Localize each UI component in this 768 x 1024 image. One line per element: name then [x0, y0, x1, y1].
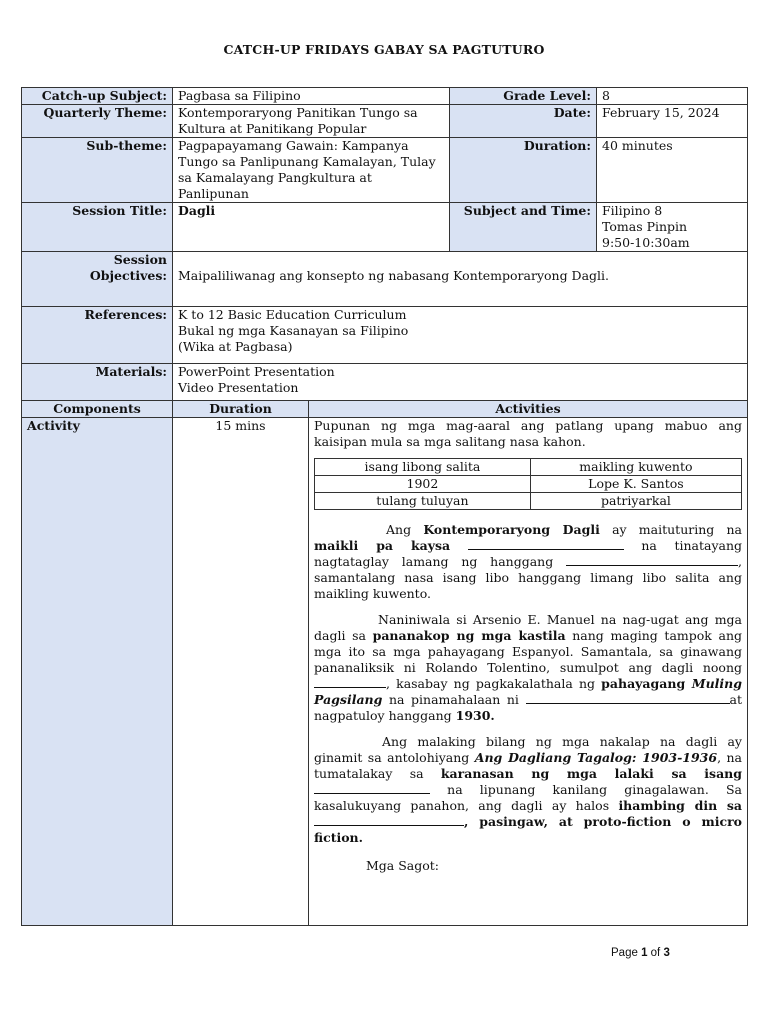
fill-blank[interactable] — [314, 782, 430, 794]
duration-label: Duration: — [450, 138, 597, 203]
p3-bold: karanasan ng mga lalaki sa isang — [440, 766, 742, 781]
date-label: Date: — [450, 105, 597, 138]
objectives-label — [22, 252, 173, 307]
word-box-row — [315, 476, 742, 493]
paragraph-3 — [314, 734, 742, 846]
subject-value: Pagbasa sa Filipino — [173, 88, 450, 105]
subject-time-line: 9:50-10:30am — [602, 235, 690, 250]
p1-bold: maikli pa kaysa — [314, 538, 451, 553]
activity-duration: 15 mins — [173, 418, 309, 926]
p1-text: na tinatayang nagtataglay lamang ng hanggang — [314, 538, 743, 569]
row-objectives — [22, 252, 748, 307]
session-title-value: Dagli — [173, 203, 450, 252]
row-components-header — [22, 401, 748, 418]
grade-label: Grade Level: — [450, 88, 597, 105]
fill-blank[interactable] — [314, 814, 464, 826]
fill-blank[interactable] — [526, 692, 730, 704]
page-number — [611, 947, 670, 959]
subtheme-label: Sub-theme: — [22, 138, 173, 203]
p1-text: Ang — [386, 522, 424, 537]
p3-text: Ang malaking bilang ng mga nakalap na dagli ay ginamit sa antolohiyang — [314, 734, 742, 765]
word-box-cell: patriyarkal — [530, 493, 741, 510]
p1-text: ay maituturing na — [599, 522, 742, 537]
page-of: of — [647, 947, 664, 959]
p2-text: nang maging tampok ang mga ito sa mga pahayagang Espanyol. Samantala, sa ginawang pananaliksik ni Rolando Tolentino, sumulpot ang dagli noong — [314, 628, 742, 675]
grade-value: 8 — [597, 88, 748, 105]
page-prefix: Page — [611, 947, 642, 959]
p2-text: , kasabay ng pagkakalathala ng — [386, 676, 602, 691]
word-box-cell: Lope K. Santos — [530, 476, 741, 493]
material-line: Video Presentation — [178, 380, 299, 395]
row-materials — [22, 364, 748, 401]
word-box-row — [315, 493, 742, 510]
materials-value — [173, 364, 748, 401]
p2-bold: 1930. — [455, 708, 495, 723]
word-box-row — [315, 459, 742, 476]
p3-bold: ihambing din sa — [618, 798, 742, 813]
references-value — [173, 307, 748, 364]
row-subject — [22, 88, 748, 105]
references-label: References: — [22, 307, 173, 364]
fill-blank[interactable] — [468, 538, 624, 550]
p2-bold-italic: Muling Pagsilang — [314, 676, 742, 707]
paragraph-2 — [314, 612, 742, 724]
p1-text: , samantalang nasa isang libo hanggang limang libo salita ang maikling kuwento. — [314, 554, 742, 601]
word-box — [314, 458, 742, 510]
p3-bold: , pasingaw, at proto-fiction o micro fiction. — [314, 814, 742, 845]
objectives-label-line: Objectives: — [89, 268, 167, 283]
theme-label: Quarterly Theme: — [22, 105, 173, 138]
row-activity — [22, 418, 748, 926]
p2-text: at nagpatuloy hanggang — [314, 692, 742, 723]
subject-time-value — [597, 203, 748, 252]
reference-line: (Wika at Pagbasa) — [178, 339, 293, 354]
row-subtheme — [22, 138, 748, 203]
reference-line: K to 12 Basic Education Curriculum — [178, 307, 407, 322]
p2-text: Naniniwala si Arsenio E. Manuel na nag-ugat ang mga dagli sa — [314, 612, 742, 643]
answers-label: Mga Sagot: — [366, 858, 440, 873]
material-line: PowerPoint Presentation — [178, 364, 335, 379]
activity-instruction: Pupunan ng mga mag-aaral ang patlang upang mabuo ang kaisipan mula sa mga salitang nasa kahon. — [314, 418, 742, 449]
subject-time-label: Subject and Time: — [450, 203, 597, 252]
row-references — [22, 307, 748, 364]
p2-bold: pahayagang — [601, 676, 692, 691]
objectives-value: Maipaliliwanag ang konsepto ng nabasang Kontemporaryong Dagli. — [173, 252, 748, 307]
subject-label: Catch-up Subject: — [22, 88, 173, 105]
subject-time-line: Tomas Pinpin — [602, 219, 688, 234]
session-title-label: Session Title: — [22, 203, 173, 252]
fill-blank[interactable] — [566, 554, 738, 566]
duration-header: Duration — [173, 401, 309, 418]
activities-header: Activities — [309, 401, 748, 418]
duration-value: 40 minutes — [597, 138, 748, 203]
word-box-cell: maikling kuwento — [530, 459, 741, 476]
p1-bold: Kontemporaryong Dagli — [423, 522, 600, 537]
subject-time-line: Filipino 8 — [602, 203, 663, 218]
word-box-cell: isang libong salita — [315, 459, 531, 476]
date-value: February 15, 2024 — [597, 105, 748, 138]
paragraph-1 — [314, 522, 742, 602]
components-header: Components — [22, 401, 173, 418]
row-session-title — [22, 203, 748, 252]
p3-text: , na tumatalakay sa — [314, 750, 742, 781]
word-box-cell: tulang tuluyan — [315, 493, 531, 510]
activity-component-label: Activity — [22, 418, 173, 926]
word-box-cell: 1902 — [315, 476, 531, 493]
page-title: CATCH-UP FRIDAYS GABAY SA PAGTUTURO — [223, 42, 545, 57]
p2-text: na pinamahalaan ni — [382, 692, 526, 707]
objectives-label-line: Session — [113, 252, 167, 267]
fill-blank[interactable] — [314, 676, 386, 688]
reference-line: Bukal ng mga Kasanayan sa Filipino — [178, 323, 409, 338]
lesson-plan-table — [21, 87, 748, 926]
page-current: 1 — [641, 947, 648, 959]
p3-text: na lipunang kanilang ginagalawan. Sa kasalukuyang panahon, ang dagli ay halos — [314, 782, 742, 813]
subtheme-value: Pagpapayamang Gawain: Kampanya Tungo sa Panlipunang Kamalayan, Tulay sa Kamalayang Pangkultura at Panlipunan — [173, 138, 450, 203]
page-total: 3 — [663, 947, 670, 959]
activity-content — [309, 418, 748, 926]
materials-label: Materials: — [22, 364, 173, 401]
theme-value: Kontemporaryong Panitikan Tungo sa Kultura at Panitikang Popular — [173, 105, 450, 138]
p3-bold-italic: Ang Dagliang Tagalog: 1903-1936 — [474, 750, 718, 765]
row-theme — [22, 105, 748, 138]
p2-bold: pananakop ng mga kastila — [372, 628, 566, 643]
